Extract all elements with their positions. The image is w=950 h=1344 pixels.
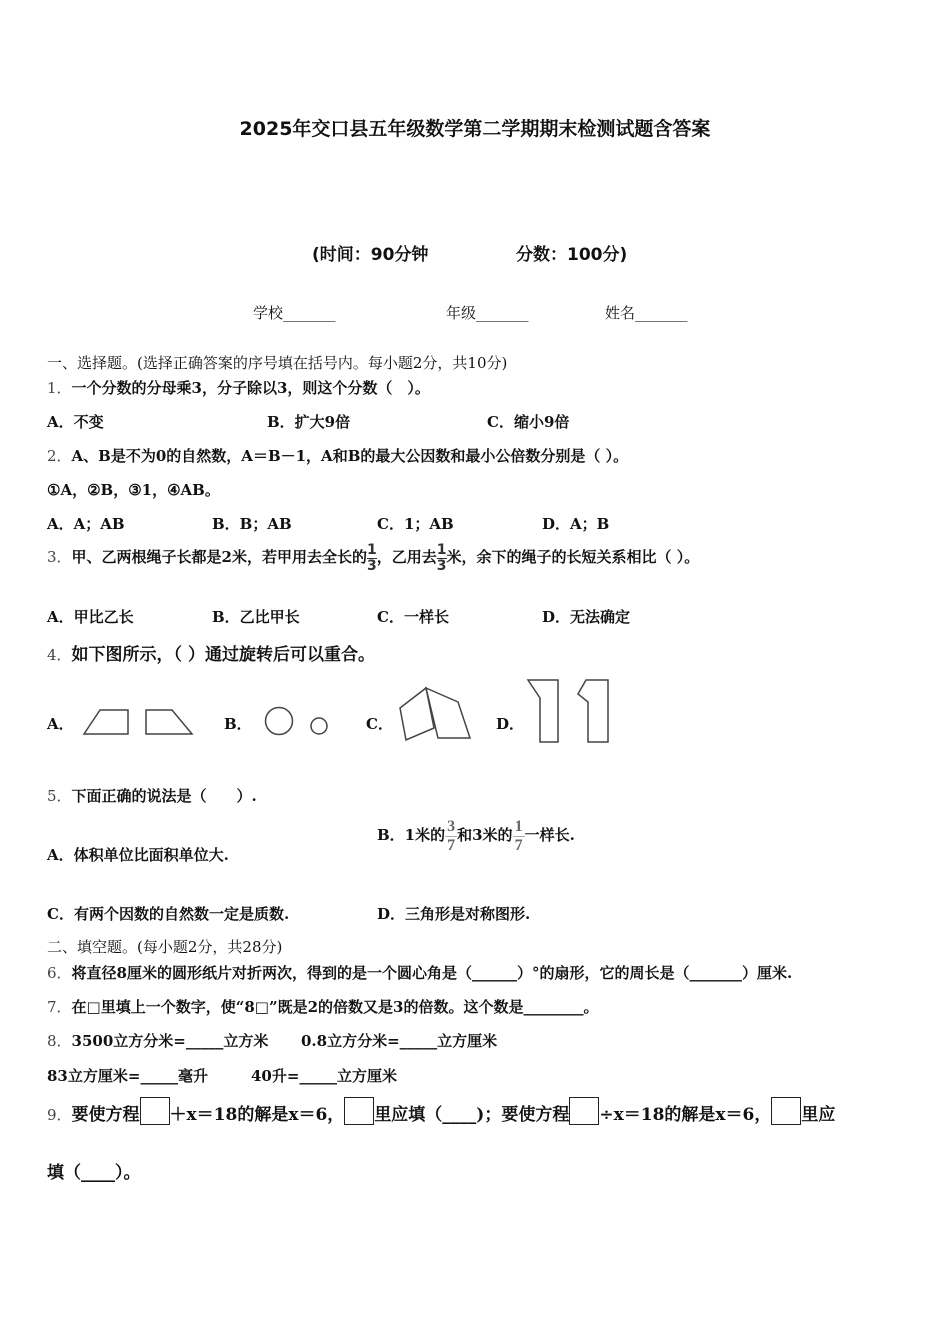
question-text: 下面正确的说法是（ ）.: [71, 787, 257, 805]
q4-option-a[interactable]: A．: [47, 715, 74, 733]
section2-heading: 二、填空题。(每小题2分，共28分): [47, 938, 283, 956]
q5-option-a[interactable]: A．体积单位比面积单位大.: [47, 846, 229, 864]
question-text: 在□里填上一个数字，使“8□”既是2的倍数又是3的倍数。这个数是________。: [71, 998, 599, 1016]
q5-option-b[interactable]: B．1米的 $\frac{3}{7}$ 和3米的 $\frac{1}{7}$ 一样长.: [377, 818, 575, 854]
q8-part-b: 0.8立方分米=_____立方厘米: [301, 1032, 498, 1050]
fraction-one-seventh: $\frac{1}{7}$: [514, 818, 523, 854]
q4-option-b[interactable]: B．: [224, 715, 252, 733]
q1-option-c[interactable]: C．缩小9倍: [487, 413, 570, 431]
question-text: A、B是不为0的自然数，A＝B－1，A和B的最大公因数和最小公倍数分别是（ ）。: [71, 447, 629, 465]
q2-option-c[interactable]: C．1；AB: [377, 515, 454, 533]
question-number: 7．: [47, 998, 72, 1016]
question-number: 3．: [47, 548, 72, 567]
q8-part-d: 40升=_____立方厘米: [251, 1067, 397, 1085]
question-text: 一个分数的分母乘3，分子除以3，则这个分数（ ）。: [71, 379, 430, 397]
q1-option-b[interactable]: B．扩大9倍: [267, 413, 351, 431]
q9-line2: 填（____）。: [47, 1163, 141, 1183]
q2-option-b[interactable]: B．B；AB: [212, 515, 292, 533]
question-number: 4．: [47, 646, 72, 664]
q4-figure-c-polygons: [396, 684, 476, 746]
question-number: 8．: [47, 1032, 72, 1050]
question-9: 9．要使方程 ＋x＝18的解是x＝6， 里应填（____)；要使方程 ÷x＝18的解是x＝6， 里应: [47, 1097, 835, 1125]
school-field[interactable]: 学校_______: [253, 304, 336, 322]
question-number: 2．: [47, 447, 72, 465]
question-1: [47, 377, 430, 398]
name-field[interactable]: 姓名_______: [605, 304, 688, 322]
q3-option-b[interactable]: B．乙比甲长: [212, 608, 300, 626]
question-2: [47, 445, 628, 466]
q4-option-c[interactable]: C．: [366, 715, 393, 733]
question-number: 5．: [47, 787, 72, 805]
q2-option-a[interactable]: A．A；AB: [47, 515, 125, 533]
exam-time: (时间：90分钟: [312, 245, 429, 265]
question-text: 甲、乙两根绳子长都是2米，若甲用去全长的: [71, 548, 367, 567]
blank-box[interactable]: [344, 1097, 374, 1125]
question-number: 9．: [47, 1106, 72, 1124]
q8-part-a: 3500立方分米=_____立方米: [71, 1032, 269, 1050]
fraction-one-third: $\frac{1}{3}$: [436, 542, 447, 574]
question-7: [47, 996, 598, 1017]
fraction-one-third: $\frac{1}{3}$: [367, 542, 377, 574]
exam-score: 分数：100分): [516, 245, 628, 265]
question-5: [47, 785, 257, 806]
question-6: [47, 962, 792, 983]
question-4: [47, 640, 375, 665]
question-number: 6．: [47, 964, 72, 982]
section1-heading: 一、选择题。(选择正确答案的序号填在括号内。每小题2分，共10分): [47, 354, 508, 372]
q2-choices-line: ①A，②B，③1，④AB。: [47, 481, 220, 499]
q4-figure-a-trapezoids: [80, 705, 196, 739]
q3-option-d[interactable]: D．无法确定: [542, 608, 631, 626]
fraction-three-sevenths: $\frac{3}{7}$: [447, 818, 456, 854]
question-text: 如下图所示，（ ）通过旋转后可以重合。: [71, 645, 375, 665]
q8-part-c: 83立方厘米=_____毫升: [47, 1067, 208, 1085]
blank-box[interactable]: [569, 1097, 599, 1125]
grade-field[interactable]: 年级_______: [446, 304, 529, 322]
q3-option-c[interactable]: C．一样长: [377, 608, 449, 626]
q2-option-d[interactable]: D．A；B: [542, 515, 610, 533]
question-number: 1．: [47, 379, 72, 397]
question-text: 将直径8厘米的圆形纸片对折两次，得到的是一个圆心角是（______）°的扇形，它的周长是（_______）厘米.: [71, 964, 793, 982]
q4-figure-d-shapes: [524, 676, 616, 746]
question-3: 3．甲、乙两根绳子长都是2米，若甲用去全长的 $\frac{1}{3}$ ，乙用去 $\frac{1}{3}$ 米，余下的绳子的长短关系相比（ ）。: [47, 542, 700, 574]
q4-figure-b-circles: [260, 703, 332, 739]
blank-box[interactable]: [771, 1097, 801, 1125]
page-title: 2025年交口县五年级数学第二学期期末检测试题含答案: [239, 118, 711, 140]
q1-option-a[interactable]: A．不变: [47, 413, 104, 431]
question-8: [47, 1030, 268, 1051]
q5-option-d[interactable]: D．三角形是对称图形.: [377, 905, 531, 923]
q4-option-d[interactable]: D．: [496, 715, 525, 733]
q3-option-a[interactable]: A．甲比乙长: [47, 608, 134, 626]
q5-option-c[interactable]: C．有两个因数的自然数一定是质数.: [47, 905, 290, 923]
blank-box[interactable]: [140, 1097, 170, 1125]
